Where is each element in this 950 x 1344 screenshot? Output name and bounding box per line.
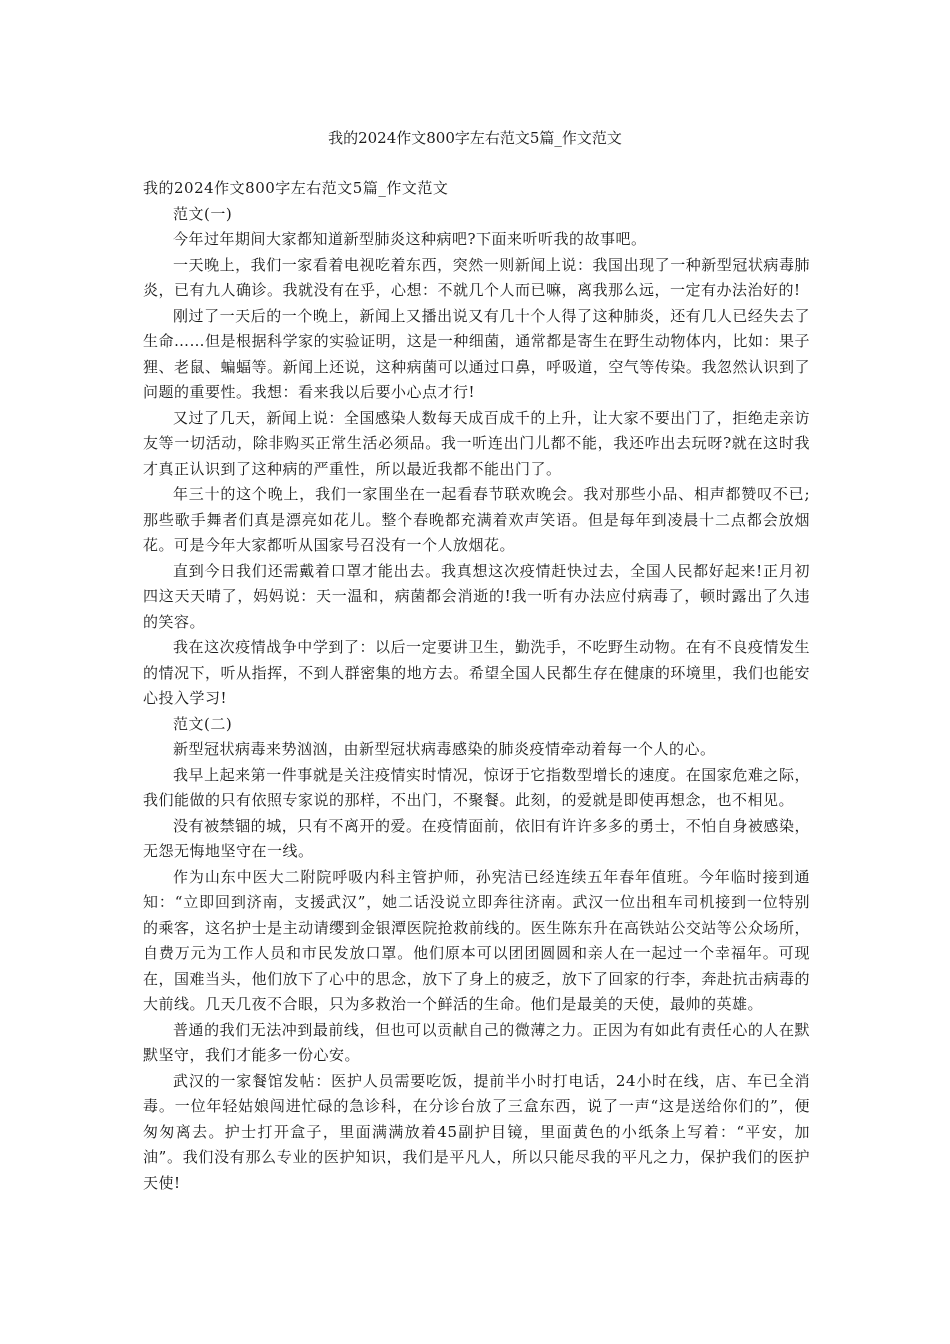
paragraph: 新型冠状病毒来势汹汹，由新型冠状病毒感染的肺炎疫情牵动着每一个人的心。 [173, 740, 716, 758]
document-title: 我的2024作文800字左右范文5篇_作文范文 [328, 129, 622, 147]
paragraph: 刚过了一天后的一个晚上，新闻上又播出说又有几十个人得了这种肺炎，还有几人已经失去了生命……但是根据科学家的实验证明，这是一种细菌，通常都是寄生在野生动物体内，比如：果子狸、老鼠、蝙蝠等。新闻上还说，这种病菌可以通过口鼻，呼吸道，空气等传染。我忽然认识到了问题的重要性。我想：看来我以后要小心点才行! [143, 306, 810, 401]
paragraph: 直到今日我们还需戴着口罩才能出去。我真想这次疫情赶快过去，全国人民都好起来!正月初四这天天晴了，妈妈说：天一温和，病菌都会消逝的!我一听有办法应付病毒了，顿时露出了久违的笑容。 [143, 561, 810, 631]
section-heading-1: 范文(一) [173, 204, 233, 223]
paragraph: 年三十的这个晚上，我们一家围坐在一起看春节联欢晚会。我对那些小品、相声都赞叹不已;那些歌手舞者们真是漂亮如花儿。整个春晚都充满着欢声笑语。但是每年到凌晨十二点都会放烟花。可是今年大家都听从国家号召没有一个人放烟花。 [143, 485, 810, 554]
section-heading-2: 范文(二) [173, 714, 233, 733]
paragraph: 今年过年期间大家都知道新型肺炎这种病吧?下面来听听我的故事吧。 [173, 230, 647, 248]
paragraph: 作为山东中医大二附院呼吸内科主管护师，孙宪洁已经连续五年春年值班。今年临时接到通知：“立即回到济南，支援武汉”，她二话没说立即奔往济南。武汉一位出租车司机接到一位特别的乘客，这名护士是主动请缨到金银潭医院抢救前线的。医生陈东升在高铁站公交站等公众场所，自费万元为工作人员和市民发放口罩。他们原本可以团团圆圆和亲人在一起过一个幸福年。可现在，国难当头，他们放下了心中的思念，放下了身上的疲乏，放下了回家的行李，奔赴抗击病毒的大前线。几天几夜不合眼，只为多救治一个鲜活的生命。他们是最美的天使，最帅的英雄。 [143, 867, 810, 1013]
paragraph: 我在这次疫情战争中学到了：以后一定要讲卫生，勤洗手，不吃野生动物。在有不良疫情发生的情况下，听从指挥，不到人群密集的地方去。希望全国人民都生存在健康的环境里，我们也能安心投入学习! [143, 638, 810, 707]
paragraph: 又过了几天，新闻上说：全国感染人数每天成百成千的上升，让大家不要出门了，拒绝走亲访友等一切活动，除非购买正常生活必须品。我一听连出门儿都不能，我还咋出去玩呀?就在这时我才真正认识到了这种病的严重性，所以最近我都不能出门了。 [143, 408, 810, 478]
document-subtitle: 我的2024作文800字左右范文5篇_作文范文 [143, 179, 449, 197]
paragraph: 武汉的一家餐馆发帖：医护人员需要吃饭，提前半小时打电话，24小时在线，店、车已全消毒。一位年轻姑娘闯进忙碌的急诊科，在分诊台放了三盒东西，说了一声“这是送给你们的”，便匆匆离去。护士打开盒子，里面满满放着45副护目镜，里面黄色的小纸条上写着：“平安，加油”。我们没有那么专业的医护知识，我们是平凡人，所以只能尽我的平凡之力，保护我们的医护天使! [143, 1071, 810, 1192]
paragraph: 一天晚上，我们一家看着电视吃着东西，突然一则新闻上说：我国出现了一种新型冠状病毒肺炎，已有九人确诊。我就没有在乎，心想：不就几个人而已嘛，离我那么远，一定有办法治好的! [143, 255, 810, 299]
paragraph: 没有被禁锢的城，只有不离开的爱。在疫情面前，依旧有许许多多的勇士，不怕自身被感染，无怨无悔地坚守在一线。 [143, 816, 810, 860]
document-body [143, 176, 810, 1196]
paragraph: 我早上起来第一件事就是关注疫情实时情况，惊讶于它指数型增长的速度。在国家危难之际，我们能做的只有依照专家说的那样，不出门，不聚餐。此刻，的爱就是即使再想念，也不相见。 [143, 765, 810, 809]
paragraph: 普通的我们无法冲到最前线，但也可以贡献自己的微薄之力。正因为有如此有责任心的人在默默坚守，我们才能多一份心安。 [143, 1020, 810, 1064]
